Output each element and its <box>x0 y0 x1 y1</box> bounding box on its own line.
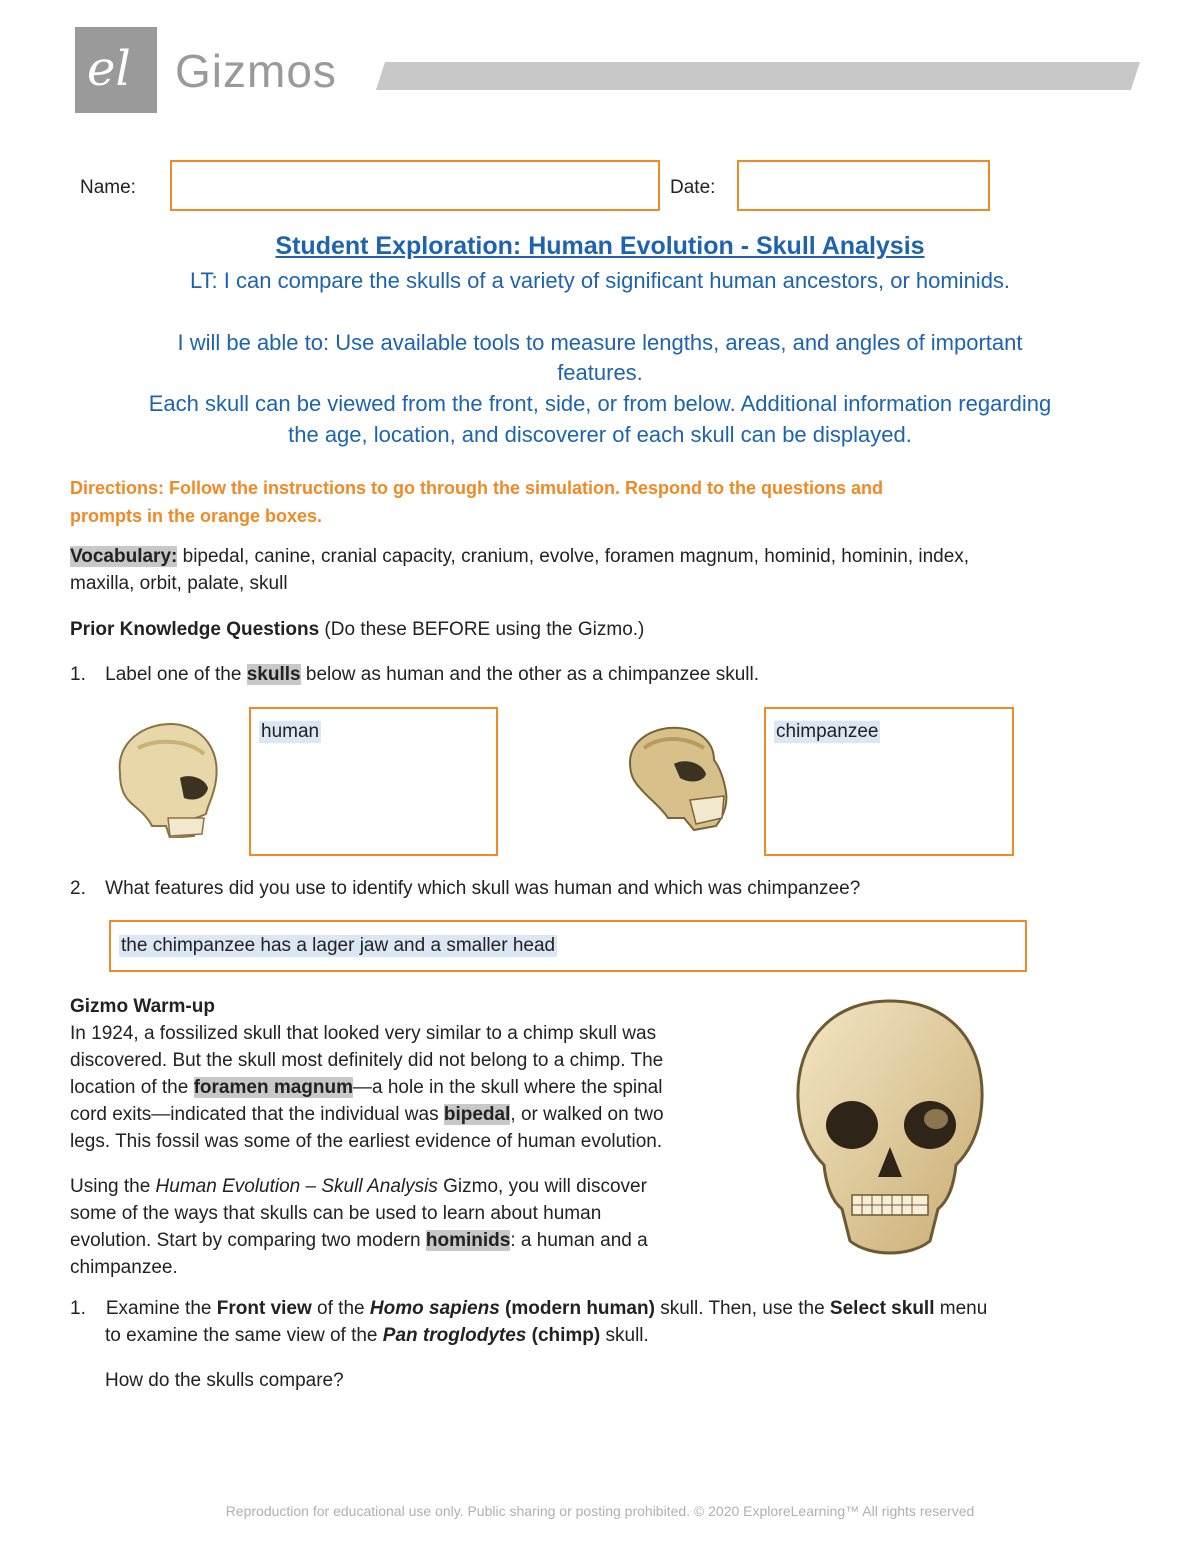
warmup-section: Gizmo Warm-up In 1924, a fossilized skull that looked very similar to a chimp skull was discovered. But the skull most definitely did not belong to a chimp. The location of the foramen magnum—a hole in the skull where the spinal cord exits—indicated that the individual was bipedal, or walked on two legs. This fossil was some of the earliest evidence of human evolution. Using the Human Evolution – Skull Analysis Gizmo, you will discover some of the ways that skulls can be used to learn about human evolution. Start by comparing two modern hominids: a human and a chimpanzee. <box>70 996 664 1278</box>
page-title: Student Exploration: Human Evolution - Skull Analysis <box>275 232 925 260</box>
front-skull-image <box>780 995 1000 1263</box>
human-skull-image <box>108 718 223 838</box>
brand-name: Gizmos <box>175 45 337 97</box>
header-bar <box>376 62 1140 90</box>
gizmos-logo <box>75 27 157 113</box>
logo-letters: el <box>87 41 131 97</box>
objective-line-4: the age, location, and discoverer of each skull can be displayed. <box>288 422 912 447</box>
answer-box-q2[interactable]: the chimpanzee has a lager jaw and a smaller head <box>109 920 1027 972</box>
learning-target: LT: I can compare the skulls of a variety of significant human ancestors, or hominids. <box>189 268 1011 293</box>
name-label: Name: <box>80 177 136 198</box>
step-1: 1. Examine the Front view of the Homo sapiens (modern human) skull. Then, use the Select skull menu to examine the same view of the Pan troglodytes (chimp) skull. How do the skulls compare? <box>70 1298 988 1391</box>
objective-line-1: I will be able to: Use available tools to measure lengths, areas, and angles of important <box>177 330 1023 355</box>
date-label: Date: <box>670 177 716 198</box>
directions: Directions: Follow the instructions to go through the simulation. Respond to the questions and prompts in the orange boxes. <box>70 478 883 526</box>
vocabulary: Vocabulary: bipedal, canine, cranial capacity, cranium, evolve, foramen magnum, hominid, hominin, index, maxilla, orbit, palate, skull <box>70 546 970 594</box>
objective-line-3: Each skull can be viewed from the front, side, or from below. Additional information regarding <box>148 391 1052 416</box>
chimpanzee-skull-image <box>624 722 732 834</box>
date-field[interactable] <box>737 160 990 211</box>
name-field[interactable] <box>170 160 660 211</box>
question-2: 2. What features did you use to identify which skull was human and which was chimpanzee? <box>70 878 861 899</box>
prior-knowledge-heading: Prior Knowledge Questions (Do these BEFORE using the Gizmo.) <box>70 619 645 640</box>
question-1: 1. Label one of the skulls below as human and the other as a chimpanzee skull. <box>70 664 759 685</box>
answer-box-chimpanzee[interactable]: chimpanzee <box>764 707 1014 856</box>
objective-line-2: features. <box>557 360 643 385</box>
footer-notice: Reproduction for educational use only. Public sharing or posting prohibited. © 2020 ExploreLearning™ All rights reserved <box>225 1503 975 1519</box>
answer-box-human[interactable]: human <box>249 707 498 856</box>
